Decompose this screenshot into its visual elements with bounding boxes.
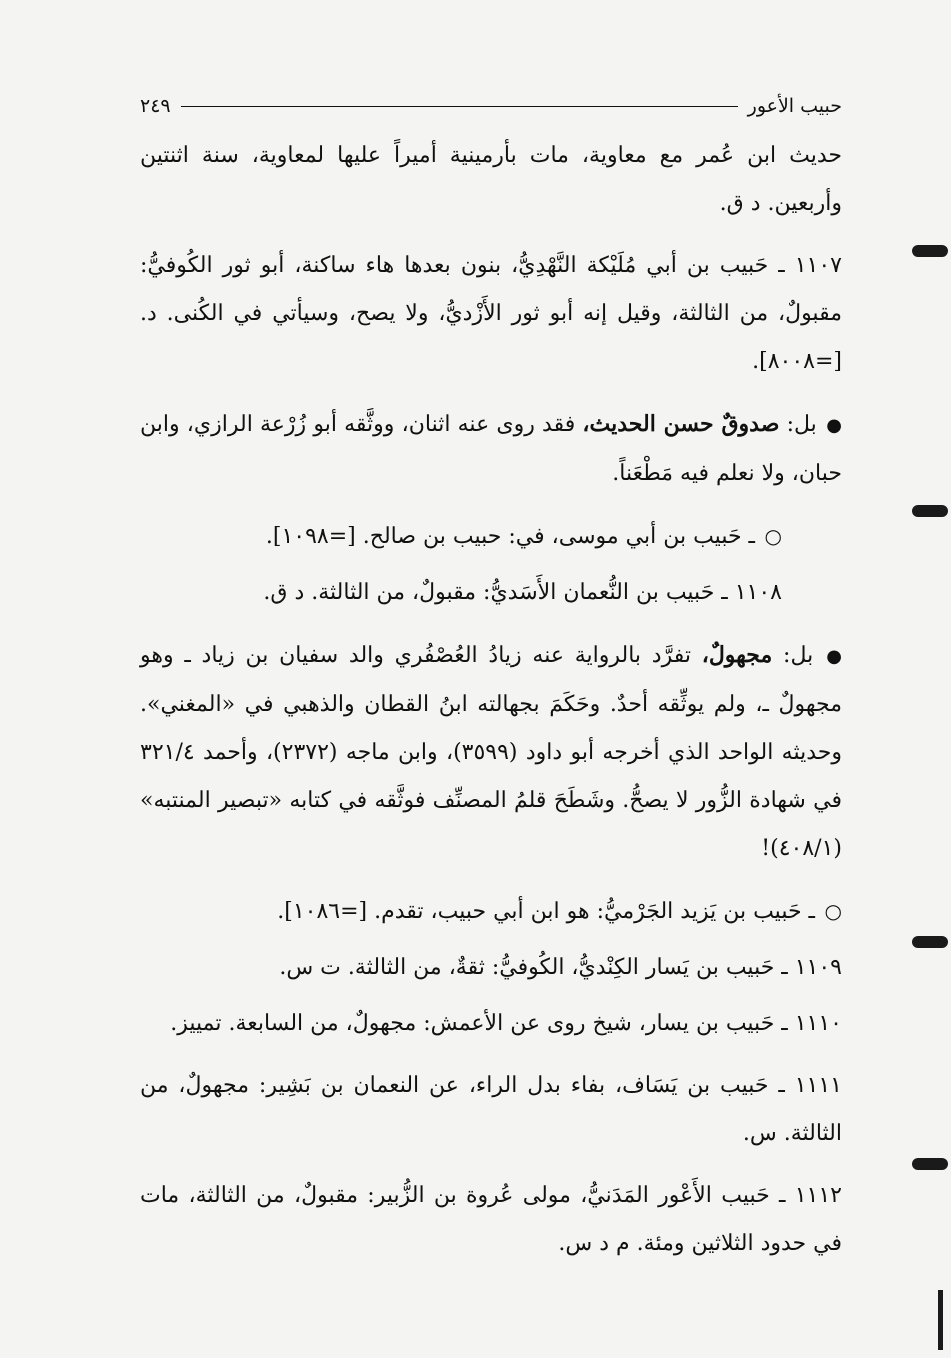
page-number: ٢٤٩	[140, 95, 171, 117]
ring-icon: ○	[764, 524, 782, 548]
comment-text: فقد روى عنه اثنان، ووثَّقه أبو زُرْعة الرازي، وابن حبان، ولا نعلم فيه مَطْعَناً.	[140, 412, 842, 486]
ring-icon: ○	[824, 899, 842, 923]
entry-1112	[140, 1172, 842, 1268]
comment-lead: بل:	[783, 643, 814, 668]
entry-text: ـ حَبيب بن أبي موسى، في: حبيب بن صالح. [=١٠٩٨].	[265, 524, 755, 549]
scan-edge-line	[938, 1290, 943, 1350]
entry-text: ١١١١ ـ حَبيب بن يَسَاف، بفاء بدل الراء، عن النعمان بن بَشِير: مجهولٌ، من الثالثة. س.	[140, 1073, 842, 1146]
bullet-icon: ●	[826, 415, 842, 436]
paragraph-continuation	[140, 132, 842, 228]
running-header	[140, 88, 842, 124]
running-title: حبيب الأعور	[747, 95, 842, 117]
entry-text: ١١٠٩ ـ حَبيب بن يَسار الكِنْديُّ، الكُوفيُّ: ثقةٌ، من الثالثة. ت س.	[279, 955, 842, 980]
entry-text: ١١٠٨ ـ حَبيب بن النُّعمان الأَسَديُّ: مقبولٌ، من الثالثة. د ق.	[263, 580, 782, 605]
comment-1107	[140, 400, 842, 498]
paragraph-text: حديث ابن عُمر مع معاوية، مات بأرمينية أميراً عليها لمعاوية، سنة اثنتين وأربعين. د ق.	[140, 143, 842, 216]
entry-text: ١١٠٧ ـ حَبيب بن أبي مُلَيْكة النَّهْدِيُّ، بنون بعدها هاء ساكنة، أبو ثور الكُوفيُّ: مقبولٌ، من الثالثة، وقيل إنه أبو ثور الأَزْديُّ، ولا يصح، وسيأتي في الكُنى. د. [=٨٠٠٨].	[140, 253, 842, 374]
entry-1110	[140, 1000, 842, 1048]
entry-text: ـ حَبيب بن يَزيد الجَرْميُّ: هو ابن أبي حبيب، تقدم. [=١٠٨٦].	[277, 899, 815, 924]
entry-1107	[140, 242, 842, 386]
cross-ref-abi-musa	[140, 512, 842, 561]
comment-1108	[140, 631, 842, 873]
entry-1109	[140, 944, 842, 992]
book-page	[140, 88, 842, 1338]
bullet-icon: ●	[826, 646, 842, 667]
entry-1111	[140, 1062, 842, 1158]
header-rule	[181, 106, 738, 107]
cross-ref-yazid	[140, 887, 842, 936]
scan-mark	[912, 936, 948, 948]
scan-mark	[912, 505, 948, 517]
comment-text: تفرَّد بالرواية عنه زيادُ العُصْفُري والد سفيان بن زياد ـ وهو مجهولٌ ـ، ولم يوثِّقه أحدٌ. وحَكَمَ بجهالته ابنُ القطان والذهبي في «المغني». وحديثه الواحد الذي أخرجه أبو داود (٣٥٩٩)، وابن ماجه (٢٣٧٢)، وأحمد ٣٢١/٤ في شهادة الزُّور لا يصحُّ. وشَطَحَ قلمُ المصنِّف فوثَّقه في كتابه «تبصير المنتبه» (٤٠٨/١)!	[140, 643, 843, 861]
comment-lead: بل:	[786, 412, 817, 437]
comment-verdict: صدوقٌ حسن الحديث،	[582, 411, 780, 437]
entry-text: ١١١٢ ـ حَبيب الأَعْور المَدَنيُّ، مولى عُروة بن الزُّبير: مقبولٌ، من الثالثة، مات في حدود الثلاثين ومئة. م د س.	[140, 1183, 842, 1256]
scan-mark	[912, 245, 948, 257]
comment-verdict: مجهولٌ،	[701, 642, 773, 668]
scan-mark	[912, 1158, 948, 1170]
entry-1108	[140, 569, 842, 617]
page-body	[140, 132, 842, 1276]
entry-text: ١١١٠ ـ حَبيب بن يسار، شيخ روى عن الأعمش: مجهولٌ، من السابعة. تمييز.	[170, 1011, 842, 1036]
